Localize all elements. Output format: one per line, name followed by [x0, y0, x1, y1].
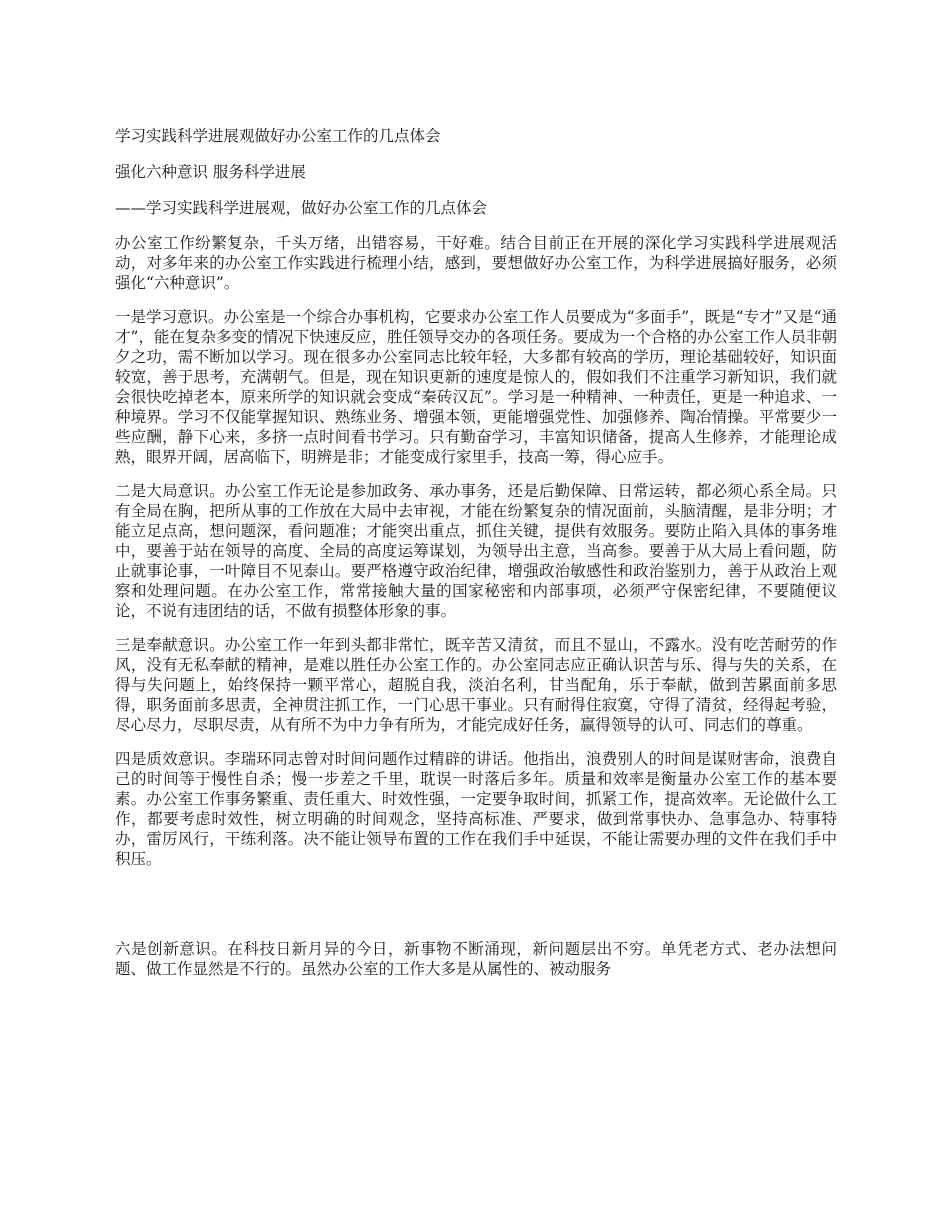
document-title: 学习实践科学进展观做好办公室工作的几点体会	[115, 127, 441, 145]
document-body	[115, 125, 837, 993]
document-subtitle-secondary: ——学习实践科学进展观，做好办公室工作的几点体会	[115, 199, 488, 217]
blank-gap	[115, 883, 837, 939]
paragraph-overall-awareness: 二是大局意识。办公室工作无论是参加政务、承办事务，还是后勤保障、日常运转，都必须心系全局。只有全局在胸，把所从事的工作放在大局中去审视，才能在纷繁复杂的情况面前，头脑清醒，是非分明；才能立足点高，想问题深，看问题准；才能突出重点，抓住关键，提供有效服务。要防止陷入具体的事务堆中，要善于站在领导的高度、全局的高度运筹谋划，为领导出主意，当高参。要善于从大局上看问题，防止就事论事，一叶障目不见泰山。要严格遵守政治纪律，增强政治敏感性和政治鉴别力，善于从政治上观察和处理问题。在办公室工作，常常接触大量的国家秘密和内部事项，必须严守保密纪律，不要随便议论，不说有违团结的话，不做有损整体形象的事。	[115, 482, 837, 620]
paragraph-learning-awareness: 一是学习意识。办公室是一个综合办事机构，它要求办公室工作人员要成为“多面手”，既是“专才”又是“通才”，能在复杂多变的情况下快速反应，胜任领导交办的各项任务。要成为一个合格的办公室工作人员非朝夕之功，需不断加以学习。现在很多办公室同志比较年轻，大多都有较高的学历，理论基础较好，知识面较宽，善于思考，充满朝气。但是，现在知识更新的速度是惊人的，假如我们不注重学习新知识，我们就会很快吃掉老本，原来所学的知识就会变成“秦砖汉瓦”。学习是一种精神、一种责任，更是一种追求、一种境界。学习不仅能掌握知识、熟练业务、增强本领，更能增强党性、加强修养、陶冶情操。平常要少一些应酬，静下心来，多挤一点时间看书学习。只有勤奋学习，丰富知识储备，提高人生修养，才能理论成熟，眼界开阔，居高临下，明辨是非；才能变成行家里手，技高一筹，得心应手。	[115, 308, 837, 466]
paragraph-quality-efficiency-awareness: 四是质效意识。李瑞环同志曾对时间问题作过精辟的讲话。他指出，浪费别人的时间是谋财害命，浪费自己的时间等于慢性自杀；慢一步差之千里，耽误一时落后多年。质量和效率是衡量办公室工作的基本要素。办公室工作事务繁重、责任重大、时效性强，一定要争取时间，抓紧工作，提高效率。无论做什么工作，都要考虑时效性，树立明确的时间观念，坚持高标准、严要求，做到常事快办、急事急办、特事特办，雷厉风行，干练利落。决不能让领导布置的工作在我们手中延误，不能让需要办理的文件在我们手中积压。	[115, 750, 837, 868]
document-subtitle: 强化六种意识 服务科学进展	[115, 163, 306, 181]
paragraph-dedication-awareness: 三是奉献意识。办公室工作一年到头都非常忙，既辛苦又清贫，而且不显山，不露水。没有吃苦耐劳的作风，没有无私奉献的精神，是难以胜任办公室工作的。办公室同志应正确认识苦与乐、得与失的关系，在得与失问题上，始终保持一颗平常心，超脱自我，淡泊名利，甘当配角，乐于奉献，做到苦累面前多思得，职务面前多思责，全神贯注抓工作，一门心思干事业。只有耐得住寂寞，守得了清贫，经得起考验，尽心尽力，尽职尽责，从有所不为中力争有所为，才能完成好任务，赢得领导的认可、同志们的尊重。	[115, 636, 837, 734]
paragraph-intro: 办公室工作纷繁复杂，千头万绪，出错容易，干好难。结合目前正在开展的深化学习实践科学进展观活动，对多年来的办公室工作实践进行梳理小结，感到，要想做好办公室工作，为科学进展搞好服务，必须强化“六种意识”。	[115, 234, 837, 292]
paragraph-innovation-awareness: 六是创新意识。在科技日新月异的今日，新事物不断涌现，新问题层出不穷。单凭老方式、老办法想问题、做工作显然是不行的。虽然办公室的工作大多是从属性的、被动服务	[115, 940, 837, 978]
